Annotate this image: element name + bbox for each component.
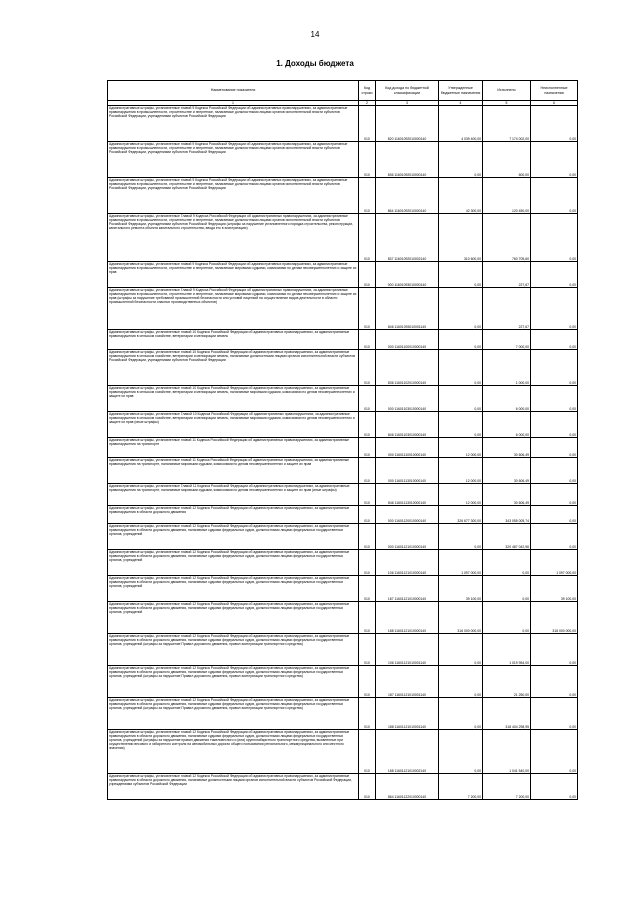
- row-executed: 120 450,00: [483, 178, 531, 214]
- row-name: Административные штрафы, установленные главой 12 Кодекса Российской Федерации об административных правонарушениях, за административные правонарушения в области дорожного движения, налагаемые должностными лицами органов исполнительной власти субъектов Российской Федерации, учреждениями субъектов Российской Федерации: [108, 774, 359, 800]
- row-classification-code: 000 11601100010000140: [376, 330, 439, 350]
- table-row: [108, 506, 578, 524]
- row-classification-code: 846 11601113010000140: [376, 484, 439, 506]
- section-title: 1. Доходы бюджета: [276, 59, 354, 68]
- row-approved: 0,00: [439, 386, 483, 412]
- row-executed: 30 606,49: [483, 438, 531, 458]
- row-line-code: 010: [359, 698, 376, 730]
- table-row: [108, 142, 578, 178]
- row-approved: 0,00: [439, 634, 483, 666]
- row-name: Административные штрафы, установленные главой 12 Кодекса Российской Федерации об административных правонарушениях, за административные правонарушения в области дорожного движения, налагаемые судьями федеральных судов, должностными лицами федеральных государственных органов, учреждений: [108, 550, 359, 576]
- row-line-code: 010: [359, 576, 376, 602]
- row-unexecuted: 0,00: [531, 666, 578, 698]
- row-executed: 7 174 002,00: [483, 106, 531, 142]
- row-classification-code: 000 11601113010000140: [376, 458, 439, 484]
- page-number: 14: [310, 30, 320, 39]
- row-name: Административные штрафы, установленные главой 10 Кодекса Российской Федерации об административных правонарушениях, за административные правонарушения в сельском хозяйстве, ветеринарии и мелиорации земель: [108, 330, 359, 350]
- row-unexecuted: 1 097 000,00: [531, 550, 578, 576]
- row-executed: 318 404 298,95: [483, 698, 531, 730]
- row-name: Административные штрафы, установленные главой 12 Кодекса Российской Федерации об административных правонарушениях, за административные правонарушения в области дорожного движения: [108, 506, 359, 524]
- row-line-code: 010: [359, 730, 376, 774]
- row-executed: 1 019 954,00: [483, 634, 531, 666]
- row-approved: 12 000,00: [439, 484, 483, 506]
- row-classification-code: 846 11601103010000140: [376, 412, 439, 438]
- table-row: [108, 386, 578, 412]
- table-row: [108, 178, 578, 214]
- budget-revenue-table: [107, 80, 578, 800]
- row-executed: 1 000,00: [483, 350, 531, 386]
- column-header-classification-code: Код дохода по бюджетной классификации: [376, 81, 439, 101]
- row-classification-code: 837 11601092010002140: [376, 214, 439, 262]
- row-approved: 0,00: [439, 262, 483, 288]
- row-name: Административные штрафы, установленные главой 11 Кодекса Российской Федерации об административных правонарушениях, за административные правонарушения на транспорте: [108, 438, 359, 458]
- row-approved: 0,00: [439, 524, 483, 550]
- row-classification-code: 836 11601102010000140: [376, 350, 439, 386]
- table-row: [108, 106, 578, 142]
- row-line-code: 010: [359, 506, 376, 524]
- row-name: Административные штрафы, установленные главой 12 Кодекса Российской Федерации об административных правонарушениях, за административные правонарушения в области дорожного движения, налагаемые судьями федеральных судов, должностными лицами федеральных государственных органов, учреждений (штрафы за нарушение Правил дорожного движения, правил эксплуатации транспортного средства): [108, 666, 359, 698]
- row-name: Административные штрафы, установленные главой 12 Кодекса Российской Федерации об административных правонарушениях, за административные правонарушения в области дорожного движения, налагаемые судьями федеральных судов, должностными лицами федеральных государственных органов, учреждений (штрафы за нарушение Правил дорожного движения, правил эксплуатации транспортного средства): [108, 698, 359, 730]
- row-line-code: 010: [359, 438, 376, 458]
- row-unexecuted: 0,00: [531, 386, 578, 412]
- row-classification-code: 836 11601092010000140: [376, 142, 439, 178]
- table-row: [108, 634, 578, 666]
- row-name: Административные штрафы, установленные главой 11 Кодекса Российской Федерации об административных правонарушениях, за административные правонарушения на транспорте, налагаемые мировыми судьями, комиссиями по делам несовершеннолетних и защите их прав: [108, 458, 359, 484]
- row-line-code: 010: [359, 330, 376, 350]
- table-row: [108, 576, 578, 602]
- row-name: Административные штрафы, установленные главой 12 Кодекса Российской Федерации об административных правонарушениях, за административные правонарушения в области дорожного движения, налагаемые судьями федеральных судов, должностными лицами федеральных государственных органов, учреждений: [108, 576, 359, 602]
- row-classification-code: 000 11601110010000140: [376, 438, 439, 458]
- row-line-code: 010: [359, 288, 376, 330]
- column-index: 6: [531, 101, 578, 106]
- row-unexecuted: 0,00: [531, 106, 578, 142]
- row-executed: 0,00: [483, 550, 531, 576]
- column-index: 2: [359, 101, 376, 106]
- row-line-code: 010: [359, 550, 376, 576]
- row-name: Административные штрафы, установленные главой 10 Кодекса Российской Федерации об административных правонарушениях, за административные правонарушения в сельском хозяйстве, ветеринарии и мелиорации земель, налагаемые должностными лицами органов исполнительной власти субъектов Российской Федерации, учреждениями субъектов Российской Федерации: [108, 350, 359, 386]
- row-line-code: 010: [359, 106, 376, 142]
- row-classification-code: 106 11601121010001140: [376, 634, 439, 666]
- row-classification-code: 864 11601092010000140: [376, 178, 439, 214]
- row-classification-code: 188 11601121010001140: [376, 698, 439, 730]
- row-executed: 30 606,49: [483, 458, 531, 484]
- row-approved: 0,00: [439, 350, 483, 386]
- row-line-code: 010: [359, 262, 376, 288]
- row-approved: 0,00: [439, 288, 483, 330]
- table-row: [108, 330, 578, 350]
- column-index: 3: [376, 101, 439, 106]
- row-approved: 42 300,00: [439, 178, 483, 214]
- table-row: [108, 666, 578, 698]
- column-header-line-code: Код строки: [359, 81, 376, 101]
- row-unexecuted: 0,00: [531, 178, 578, 214]
- table-body: [108, 106, 578, 800]
- row-executed: 1 041 540,00: [483, 730, 531, 774]
- row-classification-code: 187 11601121010000140: [376, 576, 439, 602]
- row-unexecuted: 0,00: [531, 506, 578, 524]
- table-row: [108, 288, 578, 330]
- row-approved: 0,00: [439, 698, 483, 730]
- table-row: [108, 698, 578, 730]
- row-classification-code: 000 11601093010000140: [376, 262, 439, 288]
- row-unexecuted: 0,00: [531, 288, 578, 330]
- row-unexecuted: 0,00: [531, 412, 578, 438]
- row-approved: 7 200,00: [439, 774, 483, 800]
- column-index: 4: [439, 101, 483, 106]
- row-unexecuted: 0,00: [531, 350, 578, 386]
- row-line-code: 010: [359, 484, 376, 506]
- row-name: Административные штрафы, установленные главой 12 Кодекса Российской Федерации об административных правонарушениях, за административные правонарушения в области дорожного движения, налагаемые судьями федеральных судов, должностными лицами федеральных государственных органов, учреждений: [108, 524, 359, 550]
- row-executed: 21 250,00: [483, 666, 531, 698]
- row-name: Административные штрафы, установленные Главой 10 Кодекса Российской Федерации об административных правонарушениях, за административные правонарушения в сельском хозяйстве, ветеринарии и мелиорации земель, налагаемые мировыми судьями, комиссиями по делам несовершеннолетних и защите их прав (иные штрафы): [108, 412, 359, 438]
- row-line-code: 010: [359, 524, 376, 550]
- row-classification-code: 864 11601122010000140: [376, 774, 439, 800]
- row-line-code: 010: [359, 458, 376, 484]
- row-approved: 0,00: [439, 412, 483, 438]
- row-unexecuted: 0,00: [531, 524, 578, 550]
- row-classification-code: 820 11601092010000140: [376, 106, 439, 142]
- table-row: [108, 602, 578, 634]
- row-name: Административные штрафы, установленные главой 9 Кодекса Российской Федерации об административных правонарушениях, за административные правонарушения в промышленности, строительстве и энергетике, налагаемые мировыми судьями, комиссиями по делам несовершеннолетних и защите их прав: [108, 262, 359, 288]
- table-row: [108, 350, 578, 386]
- row-name: Административные штрафы, установленные главой 12 Кодекса Российской Федерации об административных правонарушениях, за административные правонарушения в области дорожного движения, налагаемые судьями федеральных судов, должностными лицами федеральных государственных органов, учреждений: [108, 602, 359, 634]
- table-row: [108, 774, 578, 800]
- row-approved: 39 100,00: [439, 576, 483, 602]
- row-line-code: 010: [359, 214, 376, 262]
- table-row: [108, 458, 578, 484]
- row-line-code: 010: [359, 774, 376, 800]
- row-approved: 0,00: [439, 666, 483, 698]
- row-unexecuted: 0,00: [531, 698, 578, 730]
- row-line-code: 010: [359, 602, 376, 634]
- row-name: Административные штрафы, установленные Главой 9 Кодекса Российской Федерации об административных правонарушениях, за административные правонарушения в промышленности, строительстве и энергетике, налагаемые мировыми судьями, комиссиями по делам несовершеннолетних и защите их прав (штрафы за нарушение требований промышленной безопасности или условий лицензий на осуществление видов деятельности в области промышленной безопасности опасных производственных объектов): [108, 288, 359, 330]
- row-unexecuted: 0,00: [531, 774, 578, 800]
- row-line-code: 010: [359, 634, 376, 666]
- column-index: 5: [483, 101, 531, 106]
- column-header-name: Наименование показателя: [108, 81, 359, 101]
- row-executed: 227,67: [483, 288, 531, 330]
- row-executed: 600,00: [483, 142, 531, 178]
- row-line-code: 010: [359, 178, 376, 214]
- row-unexecuted: 316 000 000,00: [531, 602, 578, 634]
- row-approved: 4 039 400,00: [439, 106, 483, 142]
- row-name: Административные штрафы, установленные главой 12 Кодекса Российской Федерации об административных правонарушениях, за административные правонарушения в области дорожного движения, налагаемые судьями федеральных судов, должностными лицами федеральных государственных органов, учреждений (штрафы за нарушение правил движения тяжеловесного и (или) крупногабаритного транспортного средства, выявленные при осуществлении весового и габаритного контроля на автомобильных дорогах общего пользования регионального, межмуниципального или местного значения): [108, 730, 359, 774]
- row-unexecuted: 0,00: [531, 634, 578, 666]
- row-unexecuted: 0,00: [531, 458, 578, 484]
- row-unexecuted: 0,00: [531, 484, 578, 506]
- row-approved: 0,00: [439, 730, 483, 774]
- row-executed: 30 606,49: [483, 484, 531, 506]
- table-row: [108, 214, 578, 262]
- row-unexecuted: 0,00: [531, 214, 578, 262]
- table-row: [108, 484, 578, 506]
- row-unexecuted: 0,00: [531, 262, 578, 288]
- row-classification-code: 846 11601093010001140: [376, 288, 439, 330]
- row-name: Административные штрафы, установленные Главой 11 Кодекса Российской Федерации об административных правонарушениях, за административные правонарушения на транспорте, налагаемые мировыми судьями, комиссиями по делам несовершеннолетних и защите их прав (иные штрафы): [108, 484, 359, 506]
- row-executed: 0,00: [483, 602, 531, 634]
- row-approved: 0,00: [439, 330, 483, 350]
- table-row: [108, 438, 578, 458]
- table-row: [108, 412, 578, 438]
- row-executed: 320 487 042,96: [483, 524, 531, 550]
- row-name: Административные штрафы, установленные главой 9 Кодекса Российской Федерации об административных правонарушениях, за административные правонарушения в промышленности, строительстве и энергетике, налагаемые должностными лицами органов исполнительной власти субъектов Российской Федерации, учреждениями субъектов Российской Федерации: [108, 142, 359, 178]
- row-approved: 1 097 000,00: [439, 550, 483, 576]
- column-header-executed: Исполнено: [483, 81, 531, 101]
- table-row: [108, 550, 578, 576]
- table-header-row: [108, 81, 578, 101]
- row-name: Административные штрафы, установленные главой 12 Кодекса Российской Федерации об административных правонарушениях, за административные правонарушения в области дорожного движения, налагаемые судьями федеральных судов, должностными лицами федеральных государственных органов, учреждений (штрафы за нарушение Правил дорожного движения, правил эксплуатации транспортного средства): [108, 634, 359, 666]
- row-executed: 0,00: [483, 576, 531, 602]
- row-approved: 310 600,00: [439, 214, 483, 262]
- row-unexecuted: 0,00: [531, 438, 578, 458]
- row-executed: 227,67: [483, 262, 531, 288]
- row-line-code: 010: [359, 666, 376, 698]
- row-executed: 7 200,00: [483, 774, 531, 800]
- row-executed: 760 705,60: [483, 214, 531, 262]
- row-line-code: 010: [359, 412, 376, 438]
- table-row: [108, 262, 578, 288]
- row-line-code: 010: [359, 350, 376, 386]
- table-row: [108, 524, 578, 550]
- row-name: Административные штрафы, установленные главой 10 Кодекса Российской Федерации об административных правонарушениях, за административные правонарушения в сельском хозяйстве, ветеринарии и мелиорации земель, налагаемые мировыми судьями, комиссиями по делам несовершеннолетних и защите их прав: [108, 386, 359, 412]
- column-header-unexecuted: Неисполненные назначения: [531, 81, 578, 101]
- row-approved: 12 000,00: [439, 458, 483, 484]
- row-classification-code: 000 11601120010000140: [376, 506, 439, 524]
- row-name: Административные штрафы, установленные Главой 9 Кодекса Российской Федерации об административных правонарушениях, за административные правонарушения в промышленности, строительстве и энергетике, налагаемые должностными лицами органов исполнительной власти субъектов Российской Федерации, учреждениями субъектов Российской Федерации (штрафы за нарушение установленного порядка строительства, реконструкции, капитального ремонта объекта капитального строительства, ввода его в эксплуатацию): [108, 214, 359, 262]
- row-unexecuted: 39 100,00: [531, 576, 578, 602]
- row-unexecuted: 0,00: [531, 330, 578, 350]
- row-unexecuted: 0,00: [531, 142, 578, 178]
- row-name: Административные штрафы, установленные главой 9 Кодекса Российской Федерации об административных правонарушениях, за административные правонарушения в промышленности, строительстве и энергетике, налагаемые должностными лицами органов исполнительной власти субъектов Российской Федерации, учреждениями субъектов Российской Федерации: [108, 178, 359, 214]
- row-executed: 343 055 005,74: [483, 506, 531, 524]
- row-classification-code: 000 11601121010000140: [376, 524, 439, 550]
- row-approved: 326 677 300,00: [439, 506, 483, 524]
- row-line-code: 010: [359, 386, 376, 412]
- column-index: 1: [108, 101, 359, 106]
- row-line-code: 010: [359, 142, 376, 178]
- row-approved: 12 000,00: [439, 438, 483, 458]
- column-header-approved: Утвержденные бюджетные назначения: [439, 81, 483, 101]
- row-executed: 7 000,00: [483, 330, 531, 350]
- row-classification-code: 000 11601103010000140: [376, 386, 439, 412]
- row-classification-code: 188 11601121010000140: [376, 602, 439, 634]
- row-executed: 6 000,00: [483, 386, 531, 412]
- table-row: [108, 730, 578, 774]
- row-classification-code: 188 11601121010002140: [376, 730, 439, 774]
- row-unexecuted: 0,00: [531, 730, 578, 774]
- row-classification-code: 187 11601121010001140: [376, 666, 439, 698]
- row-approved: 316 000 000,00: [439, 602, 483, 634]
- row-approved: 0,00: [439, 142, 483, 178]
- row-classification-code: 106 11601121010000140: [376, 550, 439, 576]
- row-executed: 6 000,00: [483, 412, 531, 438]
- row-name: Административные штрафы, установленные главой 9 Кодекса Российской Федерации об административных правонарушениях, за административные правонарушения в промышленности, строительстве и энергетике, налагаемые должностными лицами органов исполнительной власти субъектов Российской Федерации, учреждениями субъектов Российской Федерации: [108, 106, 359, 142]
